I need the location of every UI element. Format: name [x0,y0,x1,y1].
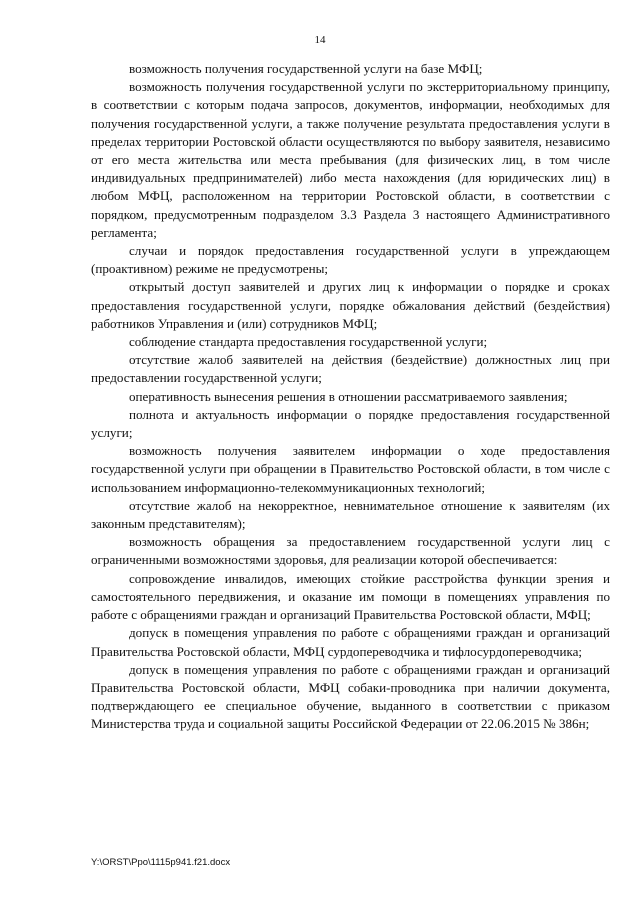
paragraph: возможность получения государственной услуги по экстерриториальному принципу, в соответствии с которым подача запросов, документов, информации, необходимых для получения государственной услуги, а также получение результата предоставления услуги в пределах территории Ростовской области осуществляются по выбору заявителя, независимо от его места жительства или места пребывания (для физических лиц, в том числе индивидуальных предпринимателей) либо места нахождения (для юридических лиц) в любом МФЦ, расположенном на территории Ростовской области, в соответствии с порядком, предусмотренным подразделом 3.3 Раздела 3 настоящего Административного регламента; [91,79,610,240]
paragraph: допуск в помещения управления по работе с обращениями граждан и организаций Правительства Ростовской области, МФЦ собаки-проводника при наличии документа, подтверждающего ее специальное обучение, выданного в соответствии с приказом Министерства труда и социальной защиты Российской Федерации от 22.06.2015 № 386н; [91,661,610,732]
paragraph: полнота и актуальность информации о порядке предоставления государственной услуги; [91,406,610,441]
paragraph: возможность обращения за предоставлением государственной услуги лиц с ограниченными возможностями здоровья, для реализации которой обеспечивается: [91,534,610,568]
paragraph: открытый доступ заявителей и других лиц к информации о порядке и сроках предоставления государственной услуги, порядке обжалования действий (бездействия) работников Управления и (или) сотрудников МФЦ; [91,279,610,331]
paragraph: отсутствие жалоб на некорректное, невнимательное отношение к заявителям (их законным представителям); [91,497,610,532]
page-number: 14 [314,34,326,46]
footer-file-path: Y:\ORST\Ppo\1115p941.f21.docx [91,857,231,868]
paragraph: соблюдение стандарта предоставления государственной услуги; [129,334,488,350]
paragraph: допуск в помещения управления по работе с обращениями граждан и организаций Правительства Ростовской области, МФЦ сурдопереводчика и тифлосурдопереводчика; [91,625,610,659]
body-text [91,60,610,734]
paragraph: случаи и порядок предоставления государственной услуги в упреждающем (проактивном) режиме не предусмотрены; [91,243,610,277]
paragraph: возможность получения государственной услуги на базе МФЦ; [129,61,483,76]
paragraph: сопровождение инвалидов, имеющих стойкие расстройства функции зрения и самостоятельного передвижения, и оказание им помощи в помещениях управления по работе с обращениями граждан и организаций Правительства Ростовской области, МФЦ; [91,570,610,623]
paragraph: отсутствие жалоб заявителей на действия (бездействие) должностных лиц при предоставлении государственной услуги; [91,352,610,386]
paragraph: оперативность вынесения решения в отношении рассматриваемого заявления; [129,388,568,404]
paragraph: возможность получения заявителем информации о ходе предоставления государственной услуги при обращении в Правительство Ростовской области, в том числе с использованием информационно-телекоммуникационных технологий; [91,443,610,495]
